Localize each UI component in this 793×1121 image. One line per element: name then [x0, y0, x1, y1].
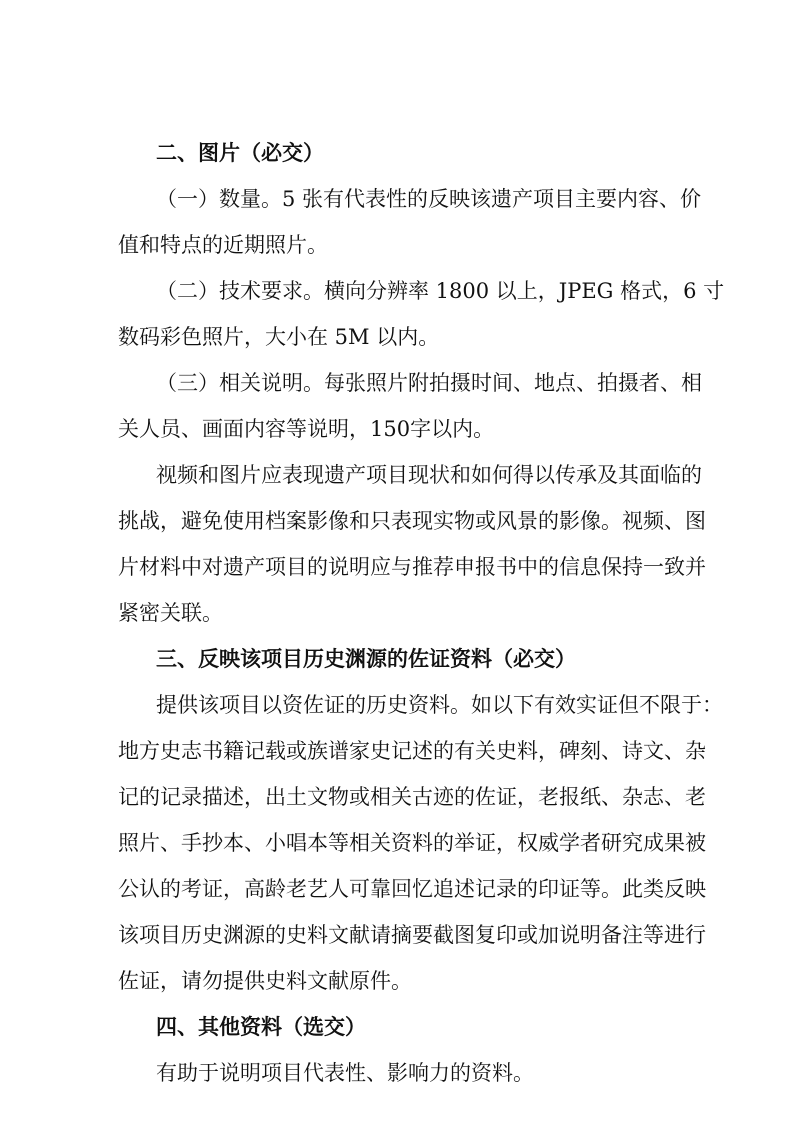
- text-line: 视频和图片应表现遗产项目现状和如何得以传承及其面临的: [156, 463, 702, 487]
- paragraph-quantity: [118, 176, 708, 268]
- paragraph-related-description: [118, 360, 708, 452]
- paragraph-technical-requirements: [118, 268, 725, 360]
- text-line: 记的记录描述，出土文物或相关古迹的佐证，老报纸、杂志、老: [118, 785, 706, 809]
- text-line: 值和特点的近期照片。: [118, 233, 328, 257]
- paragraph-history-evidence: [118, 682, 723, 1004]
- text-line: 有助于说明项目代表性、影响力的资料。: [156, 1061, 534, 1085]
- text-line: 关人员、画面内容等说明，150字以内。: [118, 417, 495, 441]
- section-heading-images: 二、图片（必交）: [156, 141, 324, 165]
- text-line: 该项目历史渊源的史料文献请摘要截图复印或加说明备注等进行: [118, 923, 706, 947]
- text-line: 佐证，请勿提供史料文献原件。: [118, 969, 412, 993]
- text-line: 提供该项目以资佐证的历史资料。如以下有效实证但不限于：: [156, 693, 723, 717]
- text-line: 照片、手抄本、小唱本等相关资料的举证，权威学者研究成果被: [118, 831, 706, 855]
- document-body: [118, 130, 725, 1096]
- text-line: 紧密关联。: [118, 601, 223, 625]
- text-line: 挑战，避免使用档案影像和只表现实物或风景的影像。视频、图: [118, 509, 706, 533]
- text-line: （一）数量。5 张有代表性的反映该遗产项目主要内容、价: [156, 187, 702, 211]
- text-line: （三）相关说明。每张照片附拍摄时间、地点、拍摄者、相: [156, 371, 702, 395]
- text-line: 地方史志书籍记载或族谱家史记述的有关史料，碑刻、诗文、杂: [118, 739, 706, 763]
- text-line: （二）技术要求。横向分辨率 1800 以上，JPEG 格式，6 寸: [156, 279, 725, 303]
- paragraph-video-image-note: [118, 452, 708, 636]
- text-line: 数码彩色照片，大小在 5M 以内。: [118, 325, 440, 349]
- paragraph-other-materials: [118, 1050, 708, 1096]
- text-line: 片材料中对遗产项目的说明应与推荐申报书中的信息保持一致并: [118, 555, 706, 579]
- text-line: 公认的考证，高龄老艺人可靠回忆追述记录的印证等。此类反映: [118, 877, 706, 901]
- section-heading-history: 三、反映该项目历史渊源的佐证资料（必交）: [156, 647, 576, 671]
- section-heading-other: 四、其他资料（选交）: [156, 1015, 366, 1039]
